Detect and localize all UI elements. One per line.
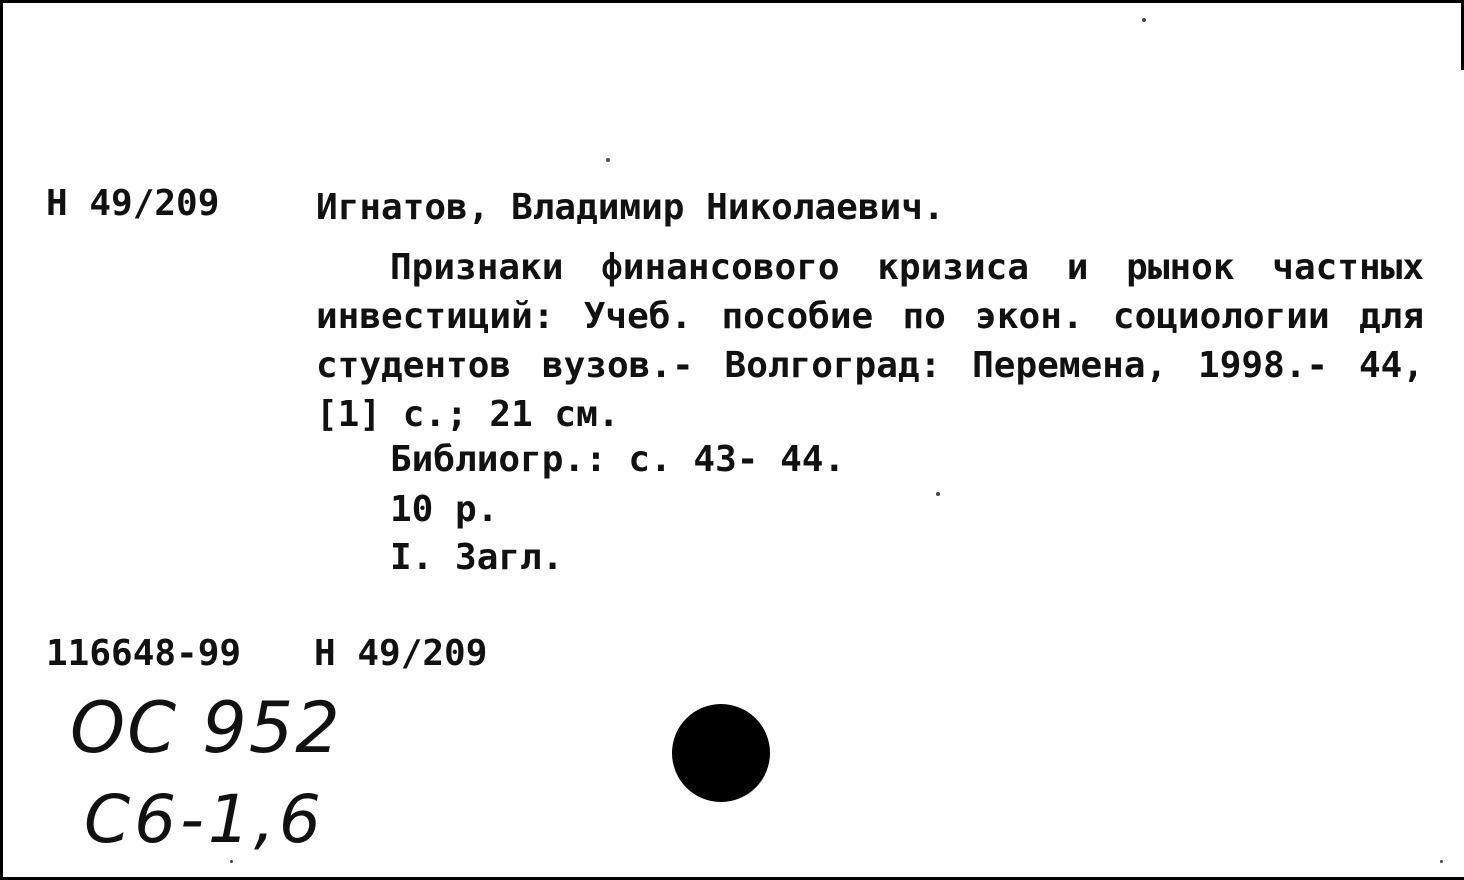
card-edge-top xyxy=(0,0,1464,3)
handwritten-note: С6-1,6 xyxy=(84,781,325,858)
scan-speck xyxy=(1142,18,1146,22)
handwritten-note: ОС 952 xyxy=(70,687,342,769)
shelf-mark: Н 49/209 xyxy=(314,633,488,674)
title-description: Признаки финансового кризиса и рынок частных инвестиций: Учеб. пособие по экон. социологии для студентов вузов.- Волгоград: Перемена, 1998.- 44, [1] с.; 21 см. xyxy=(316,247,1424,435)
scan-speck xyxy=(936,492,940,496)
card-edge-left xyxy=(0,0,3,880)
bibliography-note: Библиогр.: с. 43- 44. xyxy=(390,439,846,480)
inventory-number: 116648-99 xyxy=(46,633,242,674)
scan-speck xyxy=(230,860,233,863)
call-number: Н 49/209 xyxy=(46,183,220,224)
title-entry: I. Загл. xyxy=(390,537,564,578)
price: 10 р. xyxy=(390,489,499,530)
scan-speck xyxy=(1440,860,1443,863)
punch-hole xyxy=(672,704,770,802)
author-heading: Игнатов, Владимир Николаевич. xyxy=(316,187,945,228)
scan-speck xyxy=(606,158,610,162)
